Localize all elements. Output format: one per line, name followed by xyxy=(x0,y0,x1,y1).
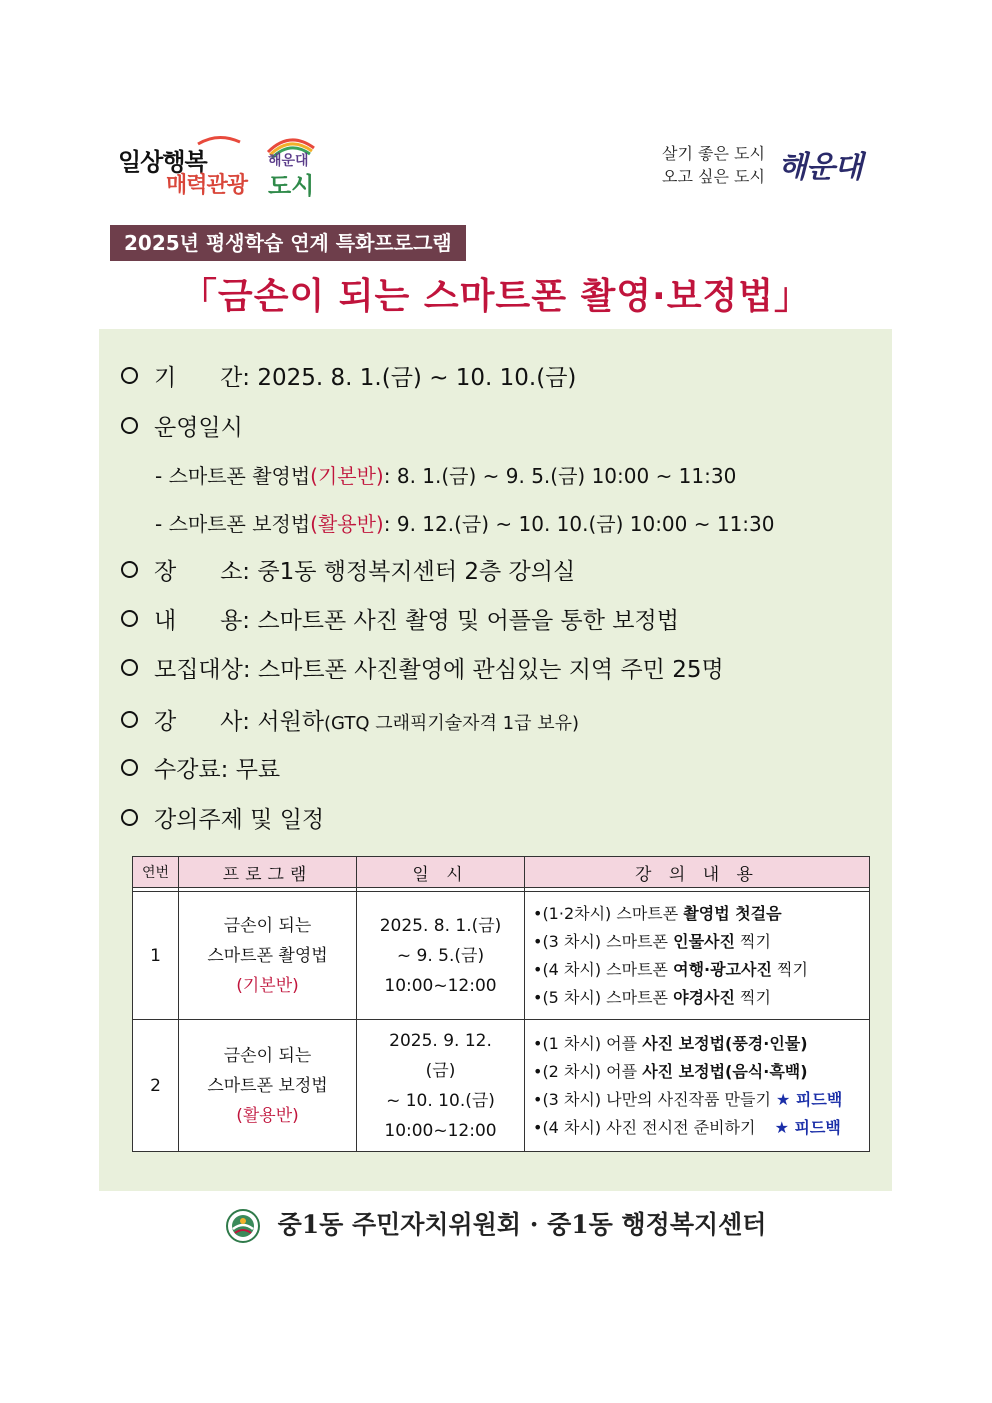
session-bold: 사진 보정법(풍경·인물) xyxy=(642,1033,808,1053)
brand-logo: 해운대 xyxy=(778,150,862,185)
subtitle-banner: 2025년 평생학습 연계 특화프로그램 xyxy=(110,225,466,261)
schedule-1-suffix: : 8. 1.(금) ~ 9. 5.(금) 10:00 ~ 11:30 xyxy=(383,464,737,488)
row-sessions xyxy=(525,892,870,1020)
info-instructor xyxy=(121,703,579,736)
info-place xyxy=(121,553,575,586)
district-emblem-icon xyxy=(226,1209,260,1243)
fee-text: 수강료: 무료 xyxy=(154,757,281,783)
program-level: (기본반) xyxy=(236,975,299,996)
row-program xyxy=(179,892,357,1020)
schedule-table xyxy=(132,856,870,1152)
feedback-badge: ★ 피드백 xyxy=(776,1089,843,1109)
date-line2: (금) xyxy=(425,1060,456,1081)
session-item xyxy=(533,900,861,928)
session-prefix: •(1 차시) 어플 xyxy=(533,1033,643,1053)
logo-line1: 일상행복 xyxy=(118,148,207,176)
row-num: 1 xyxy=(133,892,179,1020)
schedule-2-prefix: - 스마트폰 보정법 xyxy=(155,512,311,536)
place-text: 장 소: 중1동 행정복지센터 2층 강의실 xyxy=(154,559,576,585)
footer-inner xyxy=(226,1205,767,1245)
session-bold: 야경사진 xyxy=(673,987,735,1007)
program-line1: 금손이 되는 xyxy=(223,1045,312,1066)
date-line2: ~ 9. 5.(금) xyxy=(396,945,485,966)
date-line3: 10:00~12:00 xyxy=(384,975,497,996)
circle-bullet-icon xyxy=(121,659,138,676)
instructor-text: 강 사: 서원하 xyxy=(154,709,325,735)
session-item xyxy=(533,928,861,956)
info-target xyxy=(121,651,724,684)
topics-label: 강의주제 및 일정 xyxy=(154,807,325,833)
schedule-2-level: (활용반) xyxy=(310,512,384,536)
program-line2: 스마트폰 촬영법 xyxy=(207,945,328,966)
info-topics xyxy=(121,801,324,834)
row-date xyxy=(357,892,525,1020)
program-line1: 금손이 되는 xyxy=(223,915,312,936)
schedule-label: 운영일시 xyxy=(154,415,243,441)
date-line1: 2025. 8. 1.(금) xyxy=(379,915,502,936)
circle-bullet-icon xyxy=(121,610,138,627)
slogan-line1: 살기 좋은 도시 xyxy=(662,144,765,163)
info-schedule xyxy=(121,409,243,442)
left-logo xyxy=(118,134,328,200)
session-prefix: •(2 차시) 어플 xyxy=(533,1061,643,1081)
session-prefix: •(5 차시) 스마트폰 xyxy=(533,987,674,1007)
circle-bullet-icon xyxy=(121,561,138,578)
session-item xyxy=(533,1030,861,1058)
table-row xyxy=(133,892,870,1020)
schedule-item-1 xyxy=(155,460,736,489)
program-line2: 스마트폰 보정법 xyxy=(207,1075,328,1096)
page-title: 「금손이 되는 스마트폰 촬영·보정법」 xyxy=(180,276,812,317)
table-header-row xyxy=(133,857,870,888)
circle-bullet-icon xyxy=(121,711,138,728)
target-text: 모집대상: 스마트폰 사진촬영에 관심있는 지역 주민 25명 xyxy=(154,657,724,683)
session-item xyxy=(533,1114,861,1142)
circle-bullet-icon xyxy=(121,367,138,384)
session-prefix: •(1·2차시) 스마트폰 xyxy=(533,903,684,923)
row-num: 2 xyxy=(133,1020,179,1152)
circle-bullet-icon xyxy=(121,759,138,776)
session-suffix: 찍기 xyxy=(734,931,771,951)
right-logo xyxy=(662,138,882,194)
feedback-badge: ★ 피드백 xyxy=(774,1117,841,1137)
schedule-1-prefix: - 스마트폰 촬영법 xyxy=(155,464,311,488)
session-bold: 촬영법 첫걸음 xyxy=(683,903,782,923)
row-date xyxy=(357,1020,525,1152)
info-fee xyxy=(121,751,280,784)
session-item xyxy=(533,1058,861,1086)
date-line3: ~ 10. 10.(금) xyxy=(386,1090,495,1111)
session-bold: 여행·광고사진 xyxy=(673,959,772,979)
header-num: 연번 xyxy=(133,857,179,888)
info-period xyxy=(121,359,576,392)
logo-city: 도시 xyxy=(268,172,315,200)
slogan-line2: 오고 싶은 도시 xyxy=(662,167,765,186)
period-text: 기 간: 2025. 8. 1.(금) ~ 10. 10.(금) xyxy=(154,365,577,391)
session-item xyxy=(533,956,861,984)
header-program: 프로그램 xyxy=(179,857,357,888)
schedule-1-level: (기본반) xyxy=(310,464,384,488)
footer-text: 중1동 주민자치위원회 · 중1동 행정복지센터 xyxy=(277,1210,767,1239)
session-item xyxy=(533,1086,861,1114)
instructor-note: (GTQ 그래픽기술자격 1급 보유) xyxy=(324,713,580,734)
circle-bullet-icon xyxy=(121,417,138,434)
circle-bullet-icon xyxy=(121,809,138,826)
session-bold: 인물사진 xyxy=(673,931,735,951)
session-prefix: •(4 차시) 스마트폰 xyxy=(533,959,674,979)
logo-line2: 매력관광 xyxy=(166,173,248,198)
session-prefix: •(3 차시) 나만의 사진작품 만들기 xyxy=(533,1089,777,1109)
schedule-2-suffix: : 9. 12.(금) ~ 10. 10.(금) 10:00 ~ 11:30 xyxy=(383,512,775,536)
date-line4: 10:00~12:00 xyxy=(384,1120,497,1141)
info-panel xyxy=(99,329,892,1191)
logo-small: 해운대 xyxy=(268,153,309,169)
content-text: 내 용: 스마트폰 사진 촬영 및 어플을 통한 보정법 xyxy=(154,608,679,634)
date-line1: 2025. 9. 12. xyxy=(389,1030,492,1051)
schedule-item-2 xyxy=(155,508,775,537)
program-level: (활용반) xyxy=(236,1105,299,1126)
session-suffix: 찍기 xyxy=(734,987,771,1007)
session-prefix: •(4 차시) 사진 전시전 준비하기 xyxy=(533,1117,761,1137)
info-content xyxy=(121,602,679,635)
session-prefix: •(3 차시) 스마트폰 xyxy=(533,931,674,951)
footer xyxy=(0,1205,992,1245)
slogan xyxy=(662,142,765,188)
session-item xyxy=(533,984,861,1012)
row-program xyxy=(179,1020,357,1152)
table-row xyxy=(133,1020,870,1152)
session-bold: 사진 보정법(음식·흑백) xyxy=(642,1061,808,1081)
header-content: 강 의 내 용 xyxy=(525,857,870,888)
session-suffix: 찍기 xyxy=(771,959,808,979)
row-sessions xyxy=(525,1020,870,1152)
header-date: 일 시 xyxy=(357,857,525,888)
